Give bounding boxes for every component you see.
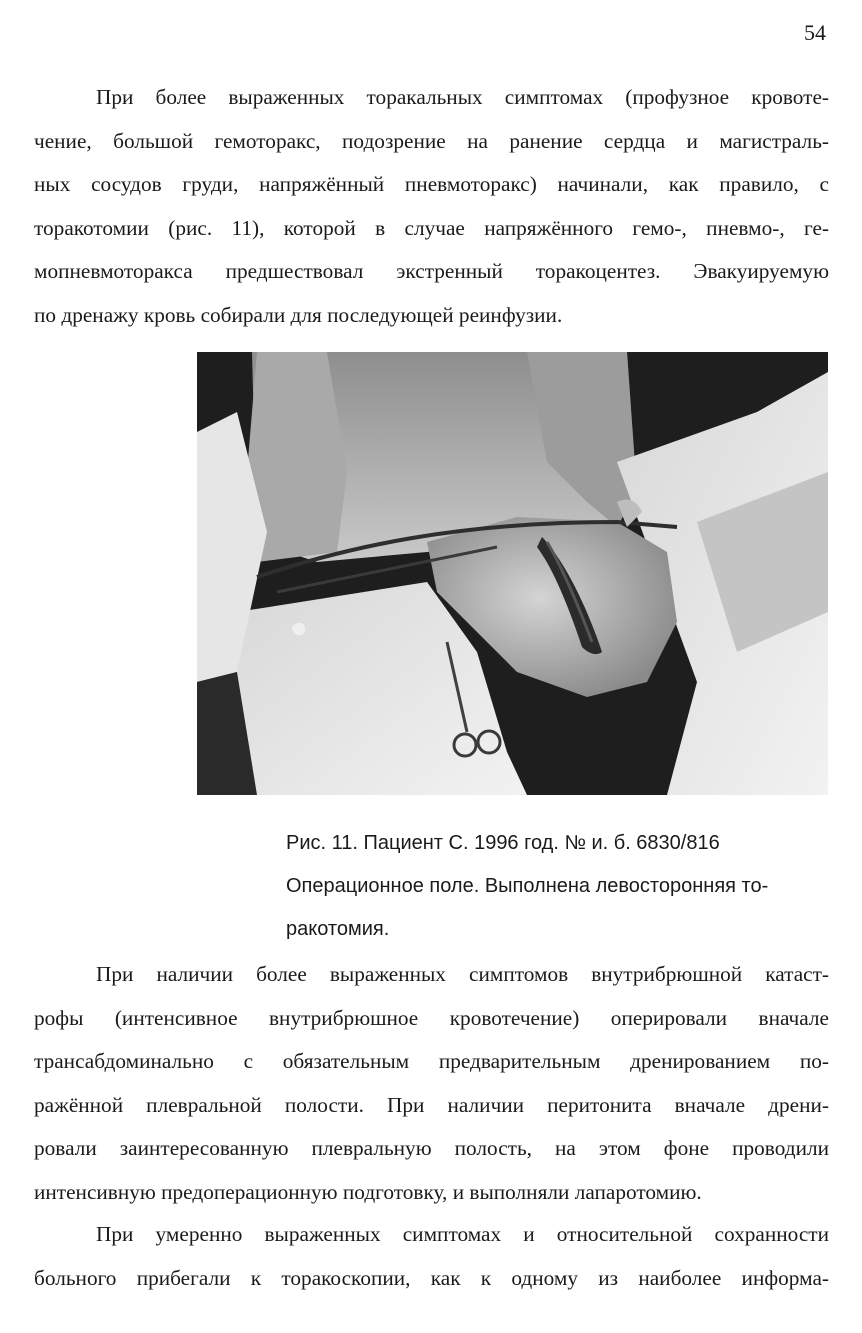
text-line: чение, большой гемоторакс, подозрение на ранение сердца и магистраль- [34,128,829,153]
text-line: ражённой плевральной полости. При наличии перитонита вначале дрени- [34,1092,829,1117]
text-line: мопневмоторакса предшествовал экстренный торакоцентез. Эвакуируемую [34,259,829,283]
paragraph-thoracoscopy [34,1213,829,1300]
text-line: по дренажу кровь собирали для последующей реинфузии. [34,302,563,327]
text-line: больного прибегали к торакоскопии, как к одному из наиболее информа- [34,1265,829,1290]
text-line: При наличии более выраженных симптомов внутрибрюшной катаст- [96,962,829,986]
text-line: трансабдоминально с обязательным предварительным дренированием по- [34,1049,829,1073]
surgery-photograph [197,352,828,795]
text-line: рофы (интенсивное внутрибрюшное кровотечение) оперировали вначале [34,1005,829,1030]
caption-line: ракотомия. [286,918,390,940]
text-line: интенсивную предоперационную подготовку, и выполняли лапаротомию. [34,1179,702,1204]
text-line: При умеренно выраженных симптомах и относительной сохранности [96,1222,829,1246]
page-number: 54 [804,20,826,45]
figure-caption [286,822,806,951]
text-line: ровали заинтересованную плевральную полость, на этом фоне проводили [34,1136,829,1160]
caption-line: Операционное поле. Выполнена левосторонняя то- [286,875,769,897]
text-line: При более выраженных торакальных симптомах (профузное кровоте- [96,85,829,109]
text-line: торакотомии (рис. 11), которой в случае напряжённого гемо-, пневмо-, ге- [34,215,829,240]
paragraph-thoracic-symptoms [34,76,829,337]
caption-line: Рис. 11. Пациент С. 1996 год. № и. б. 6830/816 [286,832,720,854]
text-line: ных сосудов груди, напряжённый пневмоторакс) начинали, как правило, с [34,172,829,196]
paragraph-abdominal-symptoms [34,953,829,1214]
